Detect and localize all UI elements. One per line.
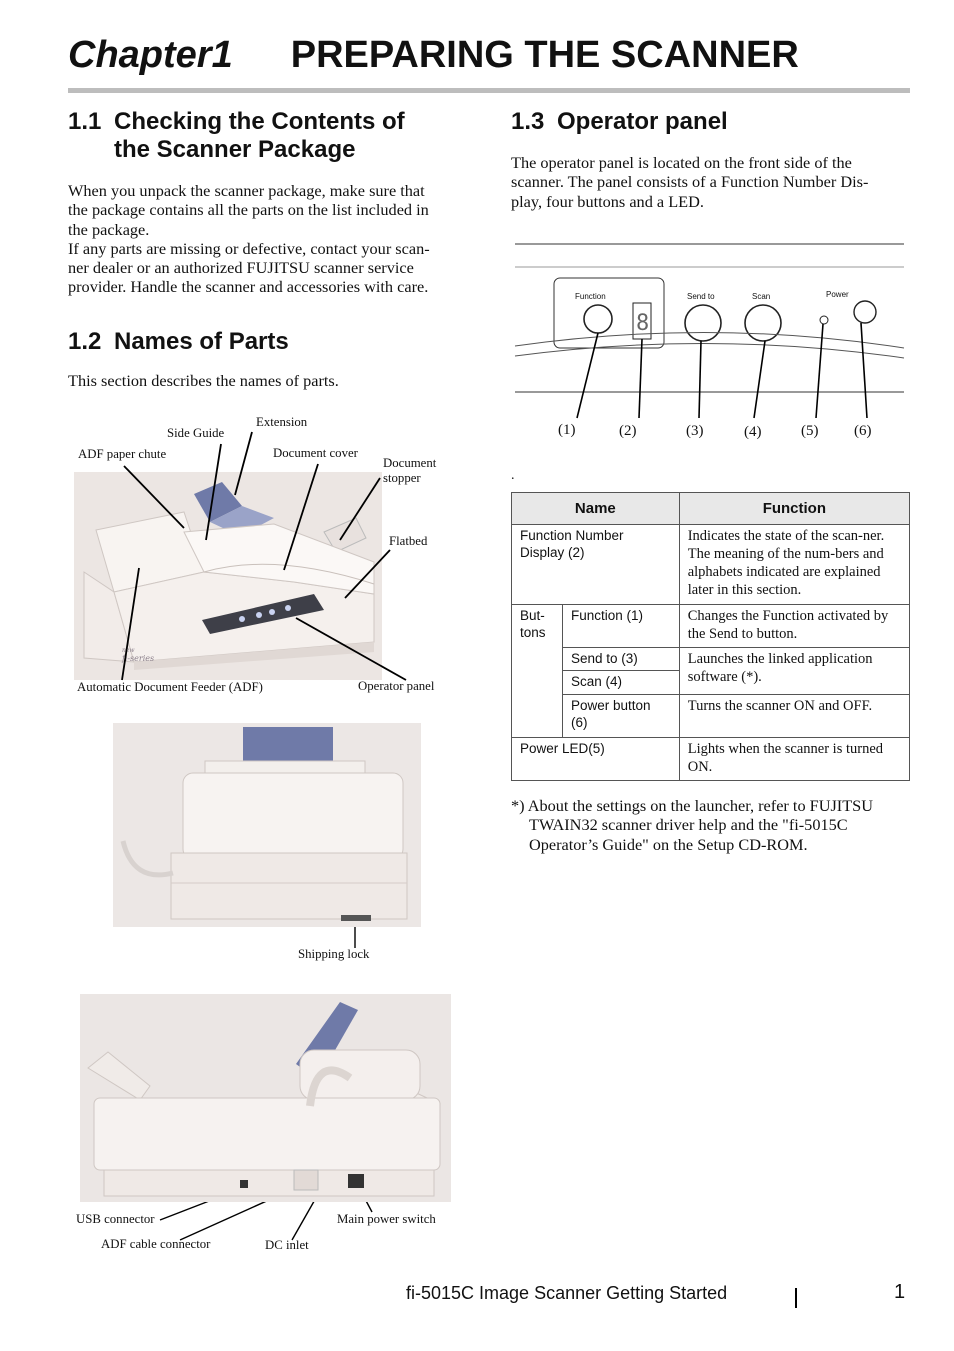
footnote-line: Operator’s Guide" on the Setup CD-ROM. [529, 834, 808, 854]
text-line: If any parts are missing or defective, contact your scan- [68, 238, 430, 258]
table-cell-buttons-group [512, 605, 563, 738]
table-cell-function: Turns the scanner ON and OFF. [679, 695, 909, 738]
table-header-name: Name [512, 493, 680, 525]
text-line: When you unpack the scanner package, make sure that [68, 181, 425, 200]
label-side-guide: Side Guide [167, 426, 225, 440]
operator-panel-drawing [511, 236, 911, 446]
table-row [512, 738, 910, 781]
launcher-footnote [511, 796, 911, 854]
section-title: Operator panel [557, 108, 728, 135]
scanner-logo: fi-series [122, 654, 155, 663]
table-cell-name: Send to (3) [562, 648, 679, 671]
table-cell-function: Launches the linked application software (*). [679, 648, 909, 695]
table-row [512, 605, 910, 648]
text-line: provider. Handle the scanner and accessories with care. [68, 277, 429, 297]
section-title: Checking the Contents of [114, 108, 405, 135]
label-operator-panel: Operator panel [358, 679, 435, 693]
callout-4: (4) [744, 424, 762, 440]
section-title: Names of Parts [114, 328, 289, 355]
label-flatbed: Flatbed [389, 534, 428, 548]
scanner-logo-small: new [122, 647, 135, 654]
text-line: scanner. The panel consists of a Function Number Dis- [511, 172, 869, 192]
scanner-side-photo [113, 723, 421, 927]
section-title: the Scanner Package [114, 136, 356, 163]
label-usb-connector: USB connector [76, 1212, 155, 1226]
text-line: the package contains all the parts on the list included in [68, 200, 429, 220]
section-number: 1.1 [68, 108, 102, 135]
table-header-function: Function [679, 493, 909, 525]
scanner-front-photo [74, 472, 382, 680]
label-adf-paper-chute: ADF paper chute [78, 447, 167, 461]
footnote-line: TWAIN32 scanner driver help and the "fi-5015C [529, 815, 848, 835]
callout-6: (6) [854, 423, 872, 439]
label-dc-inlet: DC inlet [265, 1238, 309, 1252]
seven-segment-display: 8 [636, 311, 650, 336]
section-1-1-body [68, 181, 468, 297]
section-1-2-intro: This section describes the names of parts. [68, 371, 339, 390]
label-adf: Automatic Document Feeder (ADF) [77, 680, 263, 694]
table-cell-name: Power LED(5) [512, 738, 680, 781]
operator-panel-diagram [511, 236, 911, 446]
label-line: stopper [383, 471, 421, 485]
scanner-rear-photo [80, 994, 451, 1202]
table-row [512, 648, 910, 671]
section-1-2-heading [68, 328, 289, 356]
text-line: the package. [68, 219, 150, 239]
chapter-rule [68, 88, 910, 93]
table-cell-name: Power button (6) [562, 695, 679, 738]
callout-3: (3) [686, 423, 704, 439]
label-line: Document [383, 456, 437, 470]
section-1-3-heading [511, 108, 728, 136]
text-line: ner dealer or an authorized FUJITSU scanner service [68, 258, 414, 278]
section-number: 1.2 [68, 328, 102, 355]
operator-panel-table [511, 492, 910, 781]
buttons-label-line: tons [520, 625, 546, 640]
panel-label-power: Power [826, 290, 849, 299]
scanner-front-drawing [74, 472, 382, 680]
footer-document-title: fi-5015C Image Scanner Getting Started [406, 1283, 728, 1303]
stray-dot: . [511, 468, 515, 483]
scanner-side-drawing [113, 723, 421, 927]
chapter-heading [68, 34, 799, 77]
table-row [512, 695, 910, 738]
callout-2: (2) [619, 423, 637, 439]
panel-label-send-to: Send to [687, 292, 715, 301]
footer-divider [795, 1288, 797, 1308]
text-line: The operator panel is located on the front side of the [511, 153, 852, 172]
section-number: 1.3 [511, 108, 545, 135]
table-cell-name: Function (1) [562, 605, 679, 648]
panel-label-function: Function [575, 292, 606, 301]
section-1-1-heading [68, 108, 405, 164]
label-document-cover: Document cover [273, 446, 358, 460]
scanner-rear-drawing [80, 994, 451, 1202]
text-line: play, four buttons and a LED. [511, 191, 704, 211]
label-extension: Extension [256, 415, 308, 429]
table-cell-function: Changes the Function activated by the Send to button. [679, 605, 909, 648]
table-cell-function: Indicates the state of the scan-ner. The meaning of the num-bers and alphabets indicated are explained later in this section. [679, 525, 909, 605]
footnote-line: *) About the settings on the launcher, refer to FUJITSU [511, 796, 873, 815]
page-number: 1 [894, 1281, 906, 1303]
section-1-3-body [511, 153, 910, 211]
callout-1: (1) [558, 422, 576, 438]
table-row [512, 525, 910, 605]
table-cell-function: Lights when the scanner is turned ON. [679, 738, 909, 781]
callout-5: (5) [801, 423, 819, 439]
buttons-label-line: But- [520, 608, 545, 623]
label-document-stopper [383, 456, 436, 486]
chapter-title: PREPARING THE SCANNER [290, 34, 799, 76]
chapter-label: Chapter1 [68, 34, 233, 76]
table-cell-name: Scan (4) [562, 671, 679, 695]
label-shipping-lock: Shipping lock [298, 947, 370, 961]
table-cell-name: Function Number Display (2) [512, 525, 680, 605]
label-adf-cable-connector: ADF cable connector [101, 1237, 211, 1251]
label-main-power-switch: Main power switch [337, 1212, 436, 1226]
table-header-row [512, 493, 910, 525]
panel-label-scan: Scan [752, 292, 771, 301]
